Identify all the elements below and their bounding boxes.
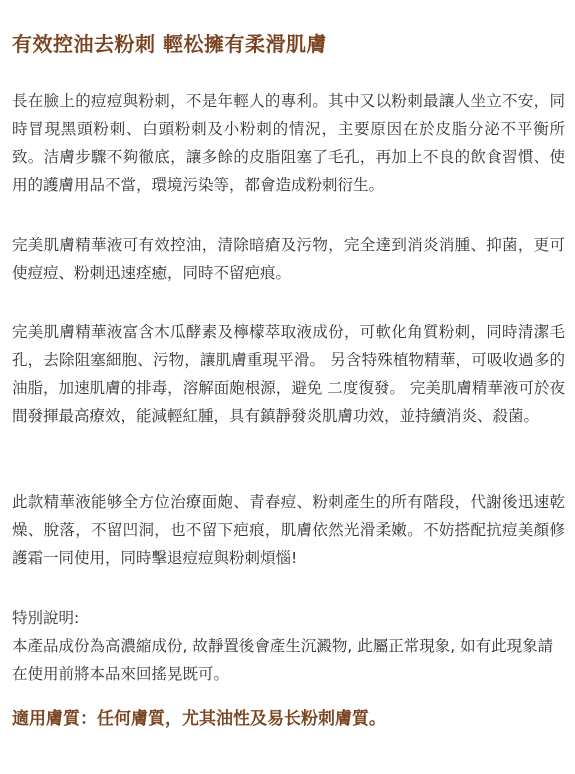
special-note-label: 特別說明: (12, 609, 80, 627)
special-note-text: 本產品成份為高濃縮成份, 故靜置後會產生沉澱物, 此屬正常現象, 如有此現象請在使用前將本品來回搖晃既可。 (12, 637, 554, 683)
suitable-skin-types: 適用膚質：任何膚質，尤其油性及易长粉刺膚質。 (12, 709, 386, 729)
page-title: 有效控油去粉刺 輕松擁有柔滑肌膚 (12, 32, 327, 56)
paragraph-ingredients: 完美肌膚精華液富含木瓜酵素及檸檬萃取液成份，可軟化角質粉刺，同時清潔毛孔，去除阻塞細胞、污物，讓肌膚重現平滑。 另含特殊植物精華，可吸收過多的油脂，加速肌膚的排毒，溶解面皰根源，避免 二度復發。 完美肌膚精華液可於夜間發揮最高療效，能減輕紅腫，具有鎮靜發炎肌膚功效，並持續消炎、殺菌。 (12, 323, 565, 425)
paragraph-benefits: 完美肌膚精華液可有效控油，清除暗瘡及污物，完全達到消炎消腫、抑菌，更可使痘痘、粉刺迅速痊癒，同時不留疤痕。 (12, 236, 565, 282)
paragraph-usage: 此款精華液能够全方位治療面皰、青春痘、粉刺產生的所有階段，代謝後迅速乾燥、脫落，不留凹洞，也不留下疤痕，肌膚依然光滑柔嫩。不妨搭配抗痘美顏修護霜一同使用，同時擊退痘痘與粉刺煩惱! (12, 493, 565, 567)
paragraph-intro: 長在臉上的痘痘與粉刺，不是年輕人的專利。其中又以粉刺最讓人坐立不安，同時冒現黑頭粉刺、白頭粉刺及小粉刺的情況，主要原因在於皮脂分泌不平衡所致。洁膚步驟不夠徹底，讓多餘的皮脂阻塞了毛孔，再加上不良的飲食習慣、使用的護膚用品不當，環境污染等，都會造成粉刺衍生。 (12, 92, 565, 194)
